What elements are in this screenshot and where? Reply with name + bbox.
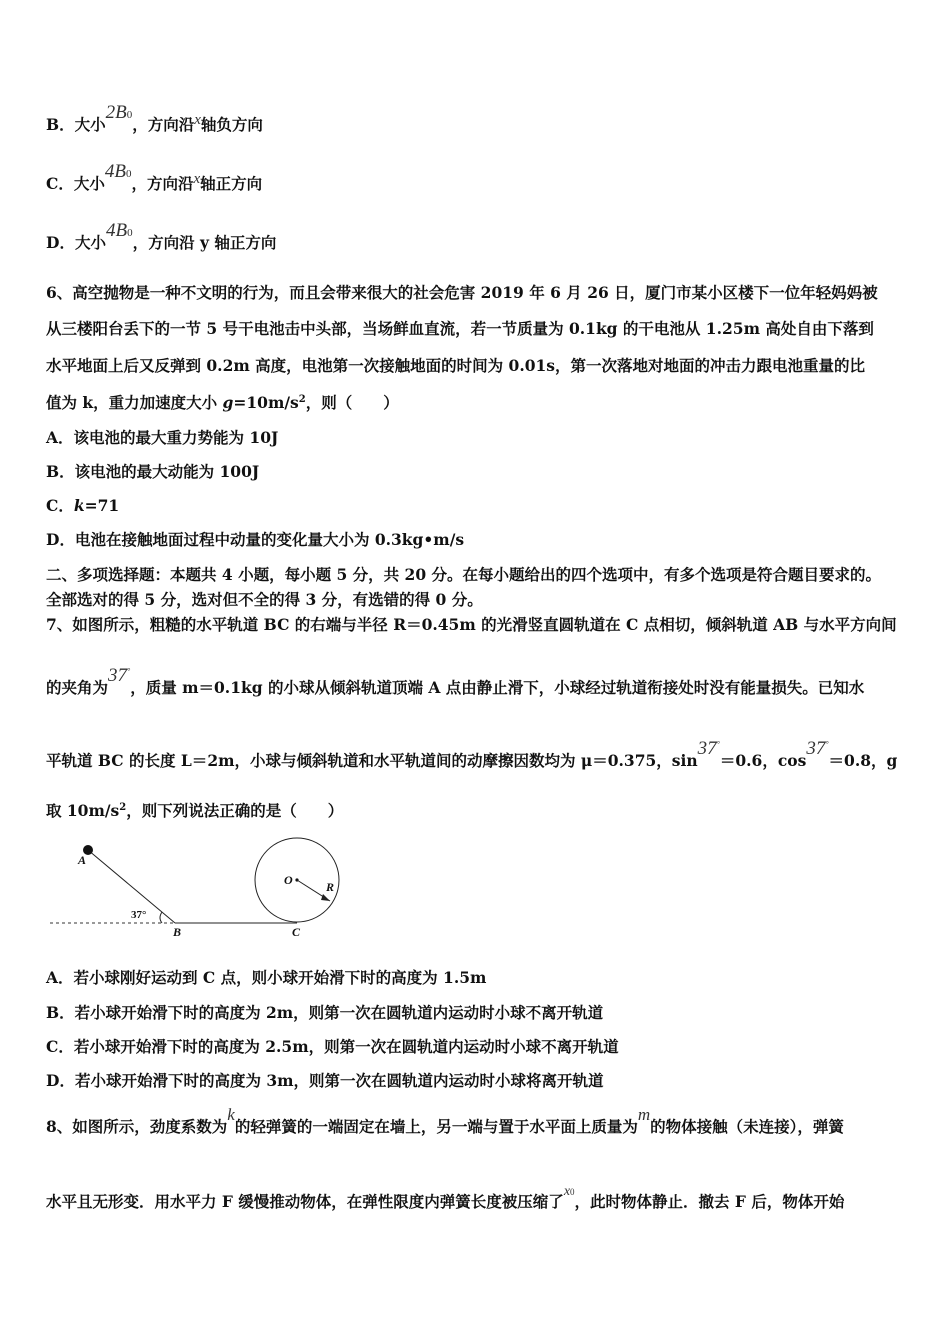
math-37deg: 37°: [697, 738, 720, 759]
label-r: R: [326, 880, 335, 894]
q5-option-b: B．大小2B0，方向沿x轴负方向: [46, 102, 263, 134]
q7-line-1: 7、如图所示，粗糙的水平轨道 BC 的右端与半径 R＝0.45m 的光滑竖直圆轨道在 C 点相切，倾斜轨道 AB 与水平方向间: [46, 615, 897, 634]
q7-option-c: C．若小球开始滑下时的高度为 2.5m，则第一次在圆轨道内运动时小球不离开轨道: [46, 1037, 619, 1056]
math-2b0: 2B0: [105, 102, 133, 123]
q7-option-b: B．若小球开始滑下时的高度为 2m，则第一次在圆轨道内运动时小球不离开轨道: [46, 1003, 604, 1022]
math-37deg: 37°: [108, 665, 131, 686]
q7-line-3: 平轨道 BC 的长度 L＝2m，小球与倾斜轨道和水平轨道间的动摩擦因数均为 μ＝0.375，sin37°＝0.6，cos37°＝0.8，g: [46, 738, 898, 770]
label-c: C: [292, 925, 301, 939]
q6-line-3: 水平地面上后又反弹到 0.2m 高度，电池第一次接触地面的时间为 0.01s，第一次落地对地面的冲击力跟电池重量的比: [46, 356, 866, 375]
radius-arrow-icon: [321, 894, 330, 901]
label-o: O: [284, 873, 293, 887]
q8-line-2: 水平且无形变．用水平力 F 缓慢推动物体，在弹性限度内弹簧长度被压缩了x0，此时物体静止．撤去 F 后，物体开始: [46, 1184, 845, 1211]
q6-option-b: B．该电池的最大动能为 100J: [46, 462, 260, 481]
q6-line-2: 从三楼阳台丢下的一节 5 号干电池击中头部，当场鲜血直流，若一节质量为 0.1kg 的干电池从 1.25m 高处自由下落到: [46, 319, 874, 338]
section2-line-2: 全部选对的得 5 分，选对但不全的得 3 分，有选错的得 0 分。: [46, 590, 483, 609]
math-37deg: 37°: [806, 738, 829, 759]
q6-line-4: 值为 k，重力加速度大小 $g=10m/s^2$，则（ ）: [46, 393, 399, 412]
q7-line-2: 的夹角为37°，质量 m＝0.1kg 的小球从倾斜轨道顶端 A 点由静止滑下，小球经过轨道衔接处时没有能量损失。已知水: [46, 665, 865, 697]
label-b: B: [173, 925, 182, 939]
q6-option-d: D．电池在接触地面过程中动量的变化量大小为 0.3kg•m/s: [46, 530, 465, 549]
math-4b0: 4B0: [105, 220, 133, 241]
q7-figure: [40, 836, 360, 944]
math-x0: x0: [563, 1184, 575, 1199]
math-4b0: 4B0: [104, 161, 132, 182]
section2-line-1: 二、多项选择题：本题共 4 小题，每小题 5 分，共 20 分。在每小题给出的四个选项中，有多个选项是符合题目要求的。: [46, 565, 882, 584]
label-angle: 37°: [131, 909, 147, 921]
q6-line-1: 6、高空抛物是一种不文明的行为，而且会带来很大的社会危害 2019 年 6 月 26 日，厦门市某小区楼下一位年轻妈妈被: [46, 283, 878, 302]
q7-option-d: D．若小球开始滑下时的高度为 3m，则第一次在圆轨道内运动时小球将离开轨道: [46, 1071, 604, 1090]
label-a: A: [78, 853, 87, 867]
q7-option-a: A．若小球刚好运动到 C 点，则小球开始滑下时的高度为 1.5m: [46, 968, 487, 987]
q5-option-c: C．大小4B0，方向沿x轴正方向: [46, 161, 263, 193]
q6-option-c: C．k=71: [46, 496, 120, 515]
angle-arc: [160, 912, 162, 923]
q6-option-a: A．该电池的最大重力势能为 10J: [46, 428, 279, 447]
q5-option-d: D．大小4B0，方向沿 y 轴正方向: [46, 220, 277, 252]
q7-line-4: 取 $10m/s^2$，则下列说法正确的是（ ）: [46, 801, 344, 820]
q8-line-1: 8、如图所示，劲度系数为k的轻弹簧的一端固定在墙上，另一端与置于水平面上质量为m的物体接触（未连接），弹簧: [46, 1105, 844, 1136]
